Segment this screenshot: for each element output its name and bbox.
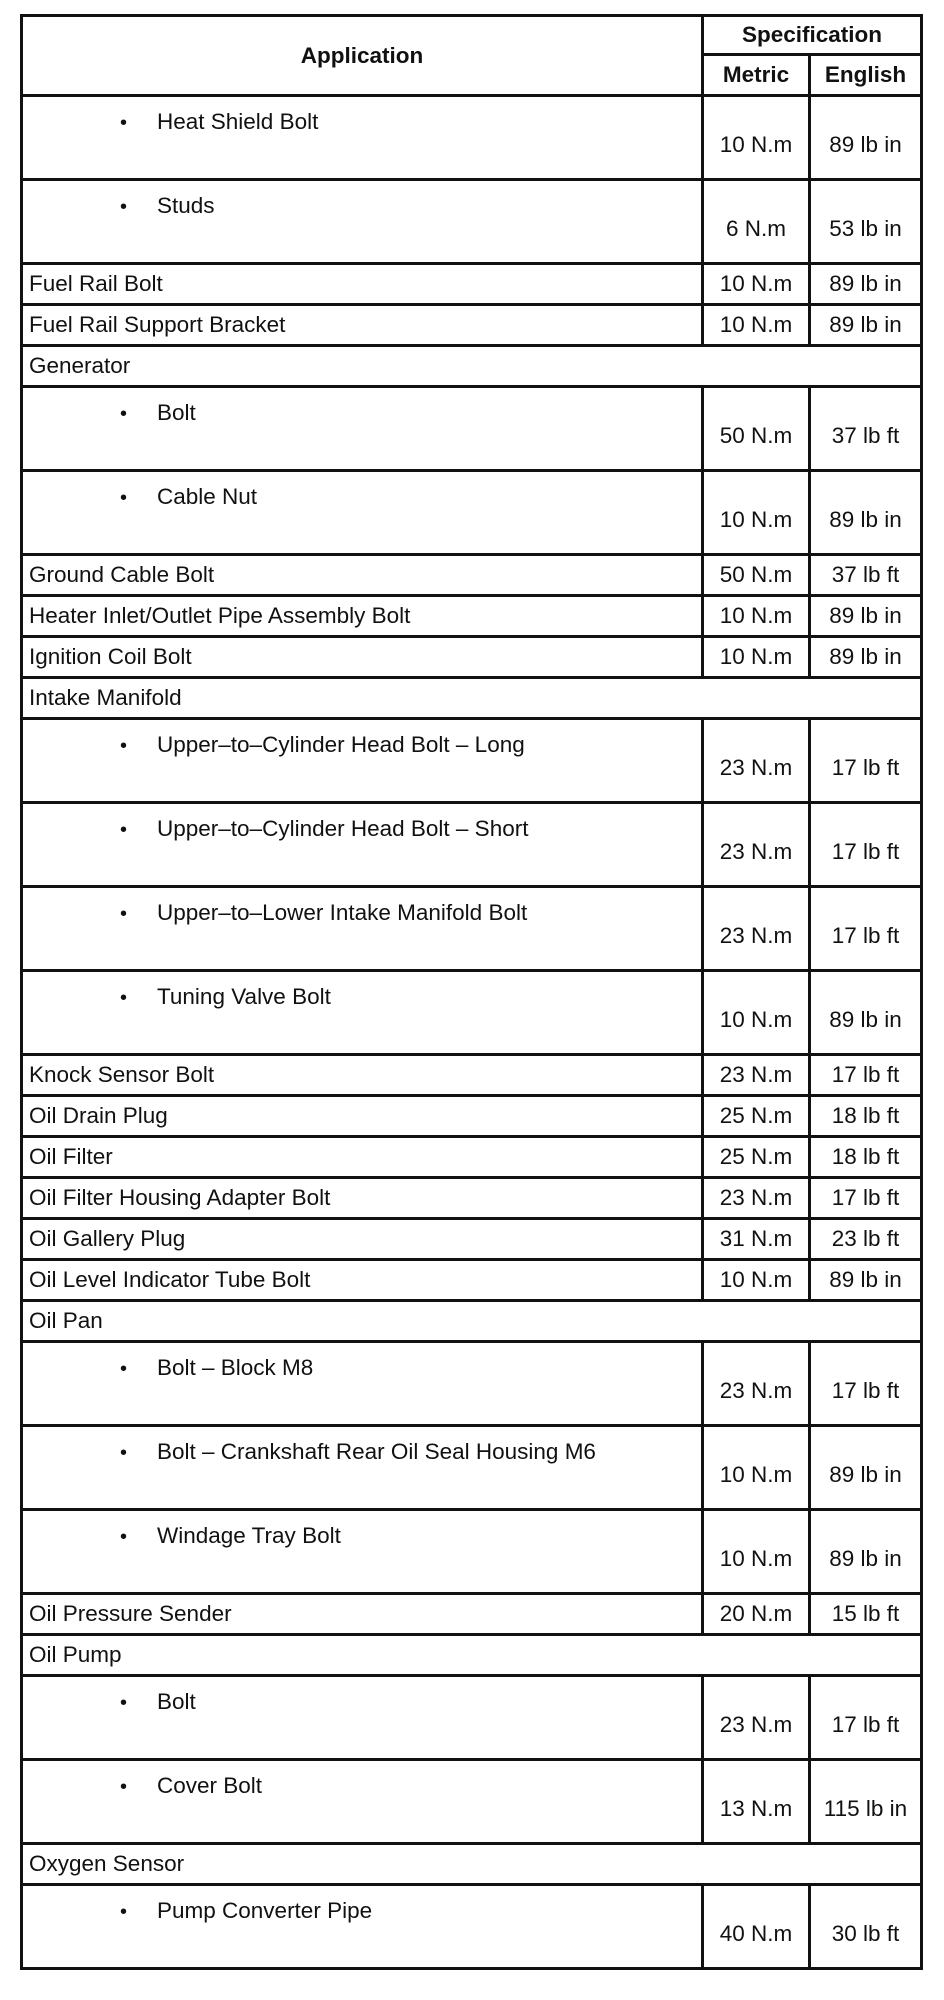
sub-item-text: Cable Nut xyxy=(157,484,258,509)
metric-value: 25 N.m xyxy=(703,1137,810,1178)
table-row xyxy=(22,471,922,555)
english-value: 15 lb ft xyxy=(810,1594,922,1635)
bullet-icon: • xyxy=(119,196,127,218)
table-row xyxy=(22,719,922,803)
metric-value: 23 N.m xyxy=(703,803,810,887)
sub-item-label xyxy=(22,1676,703,1760)
bullet-icon: • xyxy=(119,819,127,841)
item-label: Fuel Rail Support Bracket xyxy=(22,305,703,346)
table-row xyxy=(22,637,922,678)
english-value: 115 lb in xyxy=(810,1760,922,1844)
metric-value: 10 N.m xyxy=(703,1426,810,1510)
english-value: 17 lb ft xyxy=(810,719,922,803)
english-value: 89 lb in xyxy=(810,971,922,1055)
english-value: 53 lb in xyxy=(810,180,922,264)
metric-value: 10 N.m xyxy=(703,305,810,346)
sub-item-label xyxy=(22,1510,703,1594)
english-value: 89 lb in xyxy=(810,305,922,346)
table-row xyxy=(22,346,922,387)
metric-value: 10 N.m xyxy=(703,971,810,1055)
metric-value: 23 N.m xyxy=(703,1055,810,1096)
item-label: Ground Cable Bolt xyxy=(22,555,703,596)
metric-value: 23 N.m xyxy=(703,1342,810,1426)
metric-value: 10 N.m xyxy=(703,1510,810,1594)
english-value: 17 lb ft xyxy=(810,1055,922,1096)
sub-item-text: Heat Shield Bolt xyxy=(157,109,319,134)
english-value: 17 lb ft xyxy=(810,1676,922,1760)
bullet-icon: • xyxy=(119,1776,127,1798)
sub-item-label xyxy=(22,387,703,471)
metric-value: 40 N.m xyxy=(703,1885,810,1969)
table-row xyxy=(22,887,922,971)
item-label: Fuel Rail Bolt xyxy=(22,264,703,305)
sub-item-text: Pump Converter Pipe xyxy=(157,1898,373,1923)
bullet-icon: • xyxy=(119,1358,127,1380)
english-value: 18 lb ft xyxy=(810,1096,922,1137)
metric-value: 23 N.m xyxy=(703,719,810,803)
group-label: Intake Manifold xyxy=(22,678,922,719)
bullet-icon: • xyxy=(119,735,127,757)
english-value: 37 lb ft xyxy=(810,387,922,471)
table-row xyxy=(22,1676,922,1760)
metric-value: 13 N.m xyxy=(703,1760,810,1844)
english-value: 89 lb in xyxy=(810,1260,922,1301)
torque-spec-table xyxy=(20,14,923,1970)
sub-item-text: Bolt – Crankshaft Rear Oil Seal Housing M6 xyxy=(157,1439,596,1464)
sub-item-label xyxy=(22,803,703,887)
english-value: 17 lb ft xyxy=(810,887,922,971)
english-value: 17 lb ft xyxy=(810,803,922,887)
sub-item-text: Windage Tray Bolt xyxy=(157,1523,341,1548)
english-value: 89 lb in xyxy=(810,637,922,678)
english-value: 89 lb in xyxy=(810,596,922,637)
english-value: 89 lb in xyxy=(810,96,922,180)
sub-item-label xyxy=(22,1342,703,1426)
metric-value: 10 N.m xyxy=(703,637,810,678)
metric-value: 10 N.m xyxy=(703,1260,810,1301)
item-label: Oil Gallery Plug xyxy=(22,1219,703,1260)
item-label: Oil Filter Housing Adapter Bolt xyxy=(22,1178,703,1219)
group-label: Oil Pan xyxy=(22,1301,922,1342)
bullet-icon: • xyxy=(119,1526,127,1548)
metric-value: 50 N.m xyxy=(703,555,810,596)
metric-value: 6 N.m xyxy=(703,180,810,264)
table-row xyxy=(22,1260,922,1301)
sub-item-text: Tuning Valve Bolt xyxy=(157,984,331,1009)
english-value: 37 lb ft xyxy=(810,555,922,596)
table-row xyxy=(22,1342,922,1426)
table-row xyxy=(22,1510,922,1594)
sub-item-label xyxy=(22,971,703,1055)
metric-value: 10 N.m xyxy=(703,264,810,305)
bullet-icon: • xyxy=(119,112,127,134)
english-header: English xyxy=(810,55,922,96)
sub-item-text: Upper–to–Cylinder Head Bolt – Long xyxy=(157,732,525,757)
table-body xyxy=(22,96,922,1969)
item-label: Oil Drain Plug xyxy=(22,1096,703,1137)
sub-item-text: Bolt – Block M8 xyxy=(157,1355,314,1380)
sub-item-label xyxy=(22,1760,703,1844)
sub-item-text: Upper–to–Lower Intake Manifold Bolt xyxy=(157,900,528,925)
bullet-icon: • xyxy=(119,403,127,425)
specification-header: Specification xyxy=(703,16,922,55)
table-row xyxy=(22,971,922,1055)
table-row xyxy=(22,803,922,887)
table-row xyxy=(22,1055,922,1096)
metric-value: 10 N.m xyxy=(703,471,810,555)
bullet-icon: • xyxy=(119,903,127,925)
bullet-icon: • xyxy=(119,1692,127,1714)
english-value: 89 lb in xyxy=(810,471,922,555)
english-value: 89 lb in xyxy=(810,1510,922,1594)
metric-value: 10 N.m xyxy=(703,96,810,180)
table-row xyxy=(22,1844,922,1885)
table-row xyxy=(22,180,922,264)
group-label: Oil Pump xyxy=(22,1635,922,1676)
sub-item-label xyxy=(22,719,703,803)
sub-item-text: Studs xyxy=(157,193,215,218)
table-row xyxy=(22,1219,922,1260)
english-value: 17 lb ft xyxy=(810,1342,922,1426)
metric-value: 20 N.m xyxy=(703,1594,810,1635)
table-row xyxy=(22,1137,922,1178)
table-row xyxy=(22,305,922,346)
english-value: 30 lb ft xyxy=(810,1885,922,1969)
table-row xyxy=(22,1594,922,1635)
english-value: 17 lb ft xyxy=(810,1178,922,1219)
group-label: Oxygen Sensor xyxy=(22,1844,922,1885)
item-label: Oil Filter xyxy=(22,1137,703,1178)
table-row xyxy=(22,1301,922,1342)
table-row xyxy=(22,1760,922,1844)
english-value: 89 lb in xyxy=(810,264,922,305)
english-value: 23 lb ft xyxy=(810,1219,922,1260)
item-label: Knock Sensor Bolt xyxy=(22,1055,703,1096)
metric-value: 23 N.m xyxy=(703,887,810,971)
metric-value: 23 N.m xyxy=(703,1676,810,1760)
table-row xyxy=(22,1178,922,1219)
bullet-icon: • xyxy=(119,1442,127,1464)
sub-item-label xyxy=(22,887,703,971)
table-row xyxy=(22,1635,922,1676)
table-row xyxy=(22,596,922,637)
sub-item-label xyxy=(22,96,703,180)
table-row xyxy=(22,678,922,719)
item-label: Oil Level Indicator Tube Bolt xyxy=(22,1260,703,1301)
table-row xyxy=(22,555,922,596)
metric-header: Metric xyxy=(703,55,810,96)
bullet-icon: • xyxy=(119,1901,127,1923)
item-label: Heater Inlet/Outlet Pipe Assembly Bolt xyxy=(22,596,703,637)
table-row xyxy=(22,387,922,471)
table-row xyxy=(22,1096,922,1137)
bullet-icon: • xyxy=(119,487,127,509)
metric-value: 23 N.m xyxy=(703,1178,810,1219)
english-value: 18 lb ft xyxy=(810,1137,922,1178)
application-header: Application xyxy=(22,16,703,96)
table-row xyxy=(22,96,922,180)
sub-item-text: Upper–to–Cylinder Head Bolt – Short xyxy=(157,816,529,841)
metric-value: 10 N.m xyxy=(703,596,810,637)
group-label: Generator xyxy=(22,346,922,387)
metric-value: 31 N.m xyxy=(703,1219,810,1260)
sub-item-label xyxy=(22,180,703,264)
sub-item-label xyxy=(22,471,703,555)
sub-item-text: Bolt xyxy=(157,400,196,425)
item-label: Ignition Coil Bolt xyxy=(22,637,703,678)
metric-value: 50 N.m xyxy=(703,387,810,471)
english-value: 89 lb in xyxy=(810,1426,922,1510)
sub-item-text: Bolt xyxy=(157,1689,196,1714)
bullet-icon: • xyxy=(119,987,127,1009)
table-row xyxy=(22,1885,922,1969)
table-row xyxy=(22,1426,922,1510)
sub-item-text: Cover Bolt xyxy=(157,1773,263,1798)
sub-item-label xyxy=(22,1885,703,1969)
sub-item-label xyxy=(22,1426,703,1510)
table-row xyxy=(22,264,922,305)
metric-value: 25 N.m xyxy=(703,1096,810,1137)
item-label: Oil Pressure Sender xyxy=(22,1594,703,1635)
